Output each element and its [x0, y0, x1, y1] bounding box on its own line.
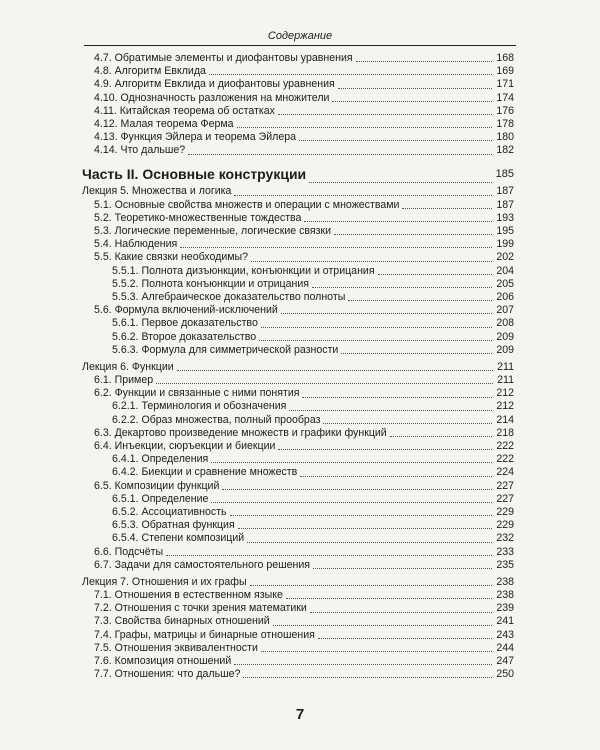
toc-entry-page: 247 [496, 655, 514, 668]
toc-entry-title: 5.5.2. Полнота конъюнкции и отрицания [112, 277, 310, 290]
running-head: Содержание [84, 30, 516, 46]
toc-entry-page: 244 [496, 641, 514, 654]
toc-entry[interactable] [82, 344, 514, 357]
toc-entry-title: 4.11. Китайская теорема об остатках [94, 104, 275, 117]
dot-leader [273, 625, 493, 626]
toc-entry[interactable] [82, 225, 514, 238]
toc-entry-title: 5.5.3. Алгебраическое доказательство полноты [112, 290, 346, 303]
dot-leader [332, 101, 492, 102]
toc-entry-page: 168 [496, 51, 514, 64]
dot-leader [211, 502, 492, 503]
toc-entry[interactable] [82, 278, 514, 291]
dot-leader [259, 340, 492, 341]
toc-entry-title: 6.5. Композиции функций [94, 479, 220, 492]
toc-entry[interactable] [82, 668, 514, 681]
toc-entry-title: 4.14. Что дальше? [94, 144, 186, 157]
dot-leader [222, 489, 492, 490]
toc-entry-page: 205 [496, 277, 514, 290]
toc-entry-page: 171 [496, 78, 514, 91]
dot-leader [281, 313, 493, 314]
toc-entry-page: 212 [496, 400, 514, 413]
dot-leader [348, 300, 492, 301]
toc-entry-page: 227 [496, 492, 514, 505]
dot-leader [156, 383, 493, 384]
toc-entry[interactable] [82, 642, 514, 655]
dot-leader [338, 88, 493, 89]
toc-entry[interactable] [82, 304, 514, 317]
toc-entry[interactable] [82, 387, 514, 400]
dot-leader [234, 664, 492, 665]
toc-entry-title: 4.8. Алгоритм Евклида [94, 65, 206, 78]
dot-leader [318, 638, 492, 639]
dot-leader [286, 598, 492, 599]
toc-entry-page: 250 [496, 668, 514, 681]
toc-entry-title: 5.6.3. Формула для симметрической разности [112, 343, 339, 356]
toc-entry-page: 211 [497, 374, 514, 387]
toc-entry[interactable] [82, 602, 514, 615]
toc-entry-page: 178 [496, 117, 514, 130]
dot-leader [230, 515, 493, 516]
toc-entry-page: 239 [496, 602, 514, 615]
toc-entry-page: 169 [496, 65, 514, 78]
dot-leader [278, 114, 492, 115]
toc-entry-page: 187 [496, 198, 514, 211]
toc-entry-page: 199 [496, 238, 514, 251]
toc-lecture-entry[interactable] [82, 576, 514, 589]
toc-entry-title: 5.6. Формула включений-исключений [94, 304, 278, 317]
dot-leader [180, 247, 492, 248]
toc-entry-page: 209 [496, 343, 514, 356]
toc-entry[interactable] [82, 546, 514, 559]
toc-lecture-entry[interactable] [82, 361, 514, 374]
dot-leader [251, 261, 492, 262]
toc-entry-page: 232 [496, 532, 514, 545]
toc-entry-page: 235 [496, 558, 514, 571]
dot-leader [356, 61, 493, 62]
toc-entry[interactable] [82, 466, 514, 479]
toc-entry-page: 207 [496, 304, 514, 317]
toc-entry-page: 202 [496, 251, 514, 264]
toc-entry[interactable] [82, 629, 514, 642]
toc-entry-page: 187 [496, 185, 514, 198]
toc-lecture-entry[interactable] [82, 186, 514, 199]
toc-entry-title: 6.5.1. Определение [112, 492, 209, 505]
page-number: 7 [295, 706, 305, 723]
toc-entry[interactable] [82, 131, 514, 144]
toc-entry[interactable] [82, 92, 514, 105]
toc-entry-page: 229 [496, 519, 514, 532]
dot-leader [312, 287, 492, 288]
dot-leader [323, 423, 492, 424]
toc-entry-page: 174 [496, 91, 514, 104]
toc-entry-title: 5.5. Какие связки необходимы? [94, 251, 249, 264]
dot-leader [209, 74, 492, 75]
toc-part-heading[interactable] [82, 162, 514, 186]
toc-entry-page: 195 [496, 225, 514, 238]
dot-leader [341, 353, 492, 354]
dot-leader [177, 370, 493, 371]
toc-entry-title: 5.2. Теоретико-множественные тождества [94, 211, 302, 224]
toc-entry[interactable] [82, 616, 514, 629]
toc-entry[interactable] [82, 52, 514, 65]
toc-entry-title: 4.7. Обратимые элементы и диофантовы уравнения [94, 51, 353, 64]
toc-entry-page: 180 [496, 131, 514, 144]
toc-entry-title: 6.2.1. Терминология и обозначения [112, 400, 287, 413]
dot-leader [313, 568, 492, 569]
toc-entry[interactable] [82, 401, 514, 414]
toc-entry[interactable] [82, 519, 514, 532]
dot-leader [247, 542, 492, 543]
toc-entry-page: 224 [496, 466, 514, 479]
toc-entry-title: Лекция 5. Множества и логика [82, 185, 232, 198]
toc-entry-page: 214 [496, 413, 514, 426]
toc-entry-page: 233 [496, 545, 514, 558]
toc-entry-page: 229 [496, 505, 514, 518]
toc-entry[interactable] [82, 655, 514, 668]
toc-entry[interactable] [82, 427, 514, 440]
toc-entry-title: 6.4.1. Определения [112, 453, 209, 466]
toc-entry-title: 7.5. Отношения эквивалентности [94, 641, 258, 654]
toc-entry-title: 5.1. Основные свойства множеств и операции с множествами [94, 198, 400, 211]
dot-leader [334, 234, 492, 235]
toc-entry-title: 7.4. Графы, матрицы и бинарные отношения [94, 628, 315, 641]
toc-entry-title: 5.3. Логические переменные, логические связки [94, 225, 332, 238]
toc-entry[interactable] [82, 589, 514, 602]
toc-entry-page: 222 [496, 453, 514, 466]
dot-leader [278, 449, 492, 450]
toc-entry[interactable] [82, 331, 514, 344]
dot-leader [188, 154, 492, 155]
toc-entry[interactable] [82, 480, 514, 493]
toc-entry[interactable] [82, 105, 514, 118]
toc-entry-page: 176 [496, 104, 514, 117]
dot-leader [299, 140, 492, 141]
toc-entry-title: 6.2.2. Образ множества, полный прообраз [112, 413, 321, 426]
toc-entry-page: 206 [496, 290, 514, 303]
toc-entry-title: 4.13. Функция Эйлера и теорема Эйлера [94, 131, 297, 144]
toc-entry[interactable] [82, 265, 514, 278]
dot-leader [237, 127, 493, 128]
toc-entry[interactable] [82, 414, 514, 427]
dot-leader [309, 182, 491, 183]
toc-entry-title: 6.6. Подсчёты [94, 545, 164, 558]
toc-entry-title: 7.6. Композиция отношений [94, 655, 232, 668]
toc-entry[interactable] [82, 78, 514, 91]
toc-entry-page: 218 [496, 426, 514, 439]
toc-entry[interactable] [82, 532, 514, 545]
toc-entry-page: 212 [496, 387, 514, 400]
toc-entry[interactable] [82, 251, 514, 264]
dot-leader [211, 462, 492, 463]
toc-entry-title: 5.6.2. Второе доказательство [112, 330, 257, 343]
toc-entry-title: 5.4. Наблюдения [94, 238, 178, 251]
toc-entry[interactable] [82, 238, 514, 251]
toc-entry-page: 211 [497, 360, 514, 373]
toc-entry[interactable] [82, 374, 514, 387]
toc-entry-title: 6.1. Пример [94, 374, 154, 387]
dot-leader [390, 436, 493, 437]
toc-entry-page: 238 [496, 575, 514, 588]
toc-entry-page: 185 [495, 167, 514, 180]
dot-leader [310, 612, 492, 613]
toc-entry[interactable] [82, 506, 514, 519]
toc-entry-title: 4.10. Однозначность разложения на множители [94, 91, 330, 104]
table-of-contents [82, 52, 514, 681]
toc-entry-title: 6.5.2. Ассоциативность [112, 505, 227, 518]
toc-entry-page: 238 [496, 589, 514, 602]
toc-entry-title: 5.6.1. Первое доказательство [112, 317, 258, 330]
toc-entry-title: 5.5.1. Полнота дизъюнкции, конъюнкции и отрицания [112, 264, 375, 277]
toc-entry[interactable] [82, 559, 514, 572]
toc-entry[interactable] [82, 199, 514, 212]
dot-leader [243, 677, 492, 678]
dot-leader [378, 274, 493, 275]
dot-leader [261, 327, 492, 328]
dot-leader [250, 585, 493, 586]
toc-entry[interactable] [82, 212, 514, 225]
toc-entry[interactable] [82, 493, 514, 506]
toc-entry-title: 6.2. Функции и связанные с ними понятия [94, 387, 300, 400]
toc-entry-title: 7.7. Отношения: что дальше? [94, 668, 241, 681]
dot-leader [238, 528, 493, 529]
dot-leader [166, 555, 492, 556]
toc-entry-page: 241 [496, 615, 514, 628]
toc-entry-page: 193 [496, 211, 514, 224]
toc-entry-title: 4.12. Малая теорема Ферма [94, 117, 234, 130]
toc-entry[interactable] [82, 65, 514, 78]
toc-entry-page: 222 [496, 440, 514, 453]
toc-entry-page: 204 [496, 264, 514, 277]
toc-entry-title: 6.3. Декартово произведение множеств и графики функций [94, 426, 387, 439]
toc-entry[interactable] [82, 440, 514, 453]
toc-entry-page: 243 [496, 628, 514, 641]
dot-leader [289, 410, 492, 411]
toc-entry-title: 6.4. Инъекции, сюръекции и биекции [94, 440, 276, 453]
dot-leader [304, 221, 492, 222]
toc-entry-title: 6.7. Задачи для самостоятельного решения [94, 558, 311, 571]
toc-entry[interactable] [82, 453, 514, 466]
toc-entry-page: 209 [496, 330, 514, 343]
toc-entry-title: 7.1. Отношения в естественном языке [94, 589, 283, 602]
toc-entry[interactable] [82, 291, 514, 304]
dot-leader [402, 208, 492, 209]
toc-entry-title: Лекция 7. Отношения и их графы [82, 575, 247, 588]
dot-leader [234, 195, 492, 196]
toc-entry-page: 227 [496, 479, 514, 492]
toc-entry-page: 208 [496, 317, 514, 330]
dot-leader [300, 476, 492, 477]
toc-entry-page: 182 [496, 144, 514, 157]
toc-entry-title: 7.2. Отношения с точки зрения математики [94, 602, 307, 615]
toc-entry-title: 6.4.2. Биекции и сравнение множеств [112, 466, 298, 479]
toc-entry[interactable] [82, 144, 514, 157]
toc-entry-title: Часть II. Основные конструкции [82, 165, 307, 182]
toc-entry-title: 4.9. Алгоритм Евклида и диофантовы уравнения [94, 78, 335, 91]
toc-entry[interactable] [82, 118, 514, 131]
toc-entry-title: 7.3. Свойства бинарных отношений [94, 615, 270, 628]
toc-entry-title: 6.5.4. Степени композиций [112, 532, 245, 545]
dot-leader [261, 651, 492, 652]
toc-entry-title: Лекция 6. Функции [82, 360, 174, 373]
dot-leader [302, 397, 492, 398]
toc-entry[interactable] [82, 317, 514, 330]
toc-entry-title: 6.5.3. Обратная функция [112, 519, 235, 532]
